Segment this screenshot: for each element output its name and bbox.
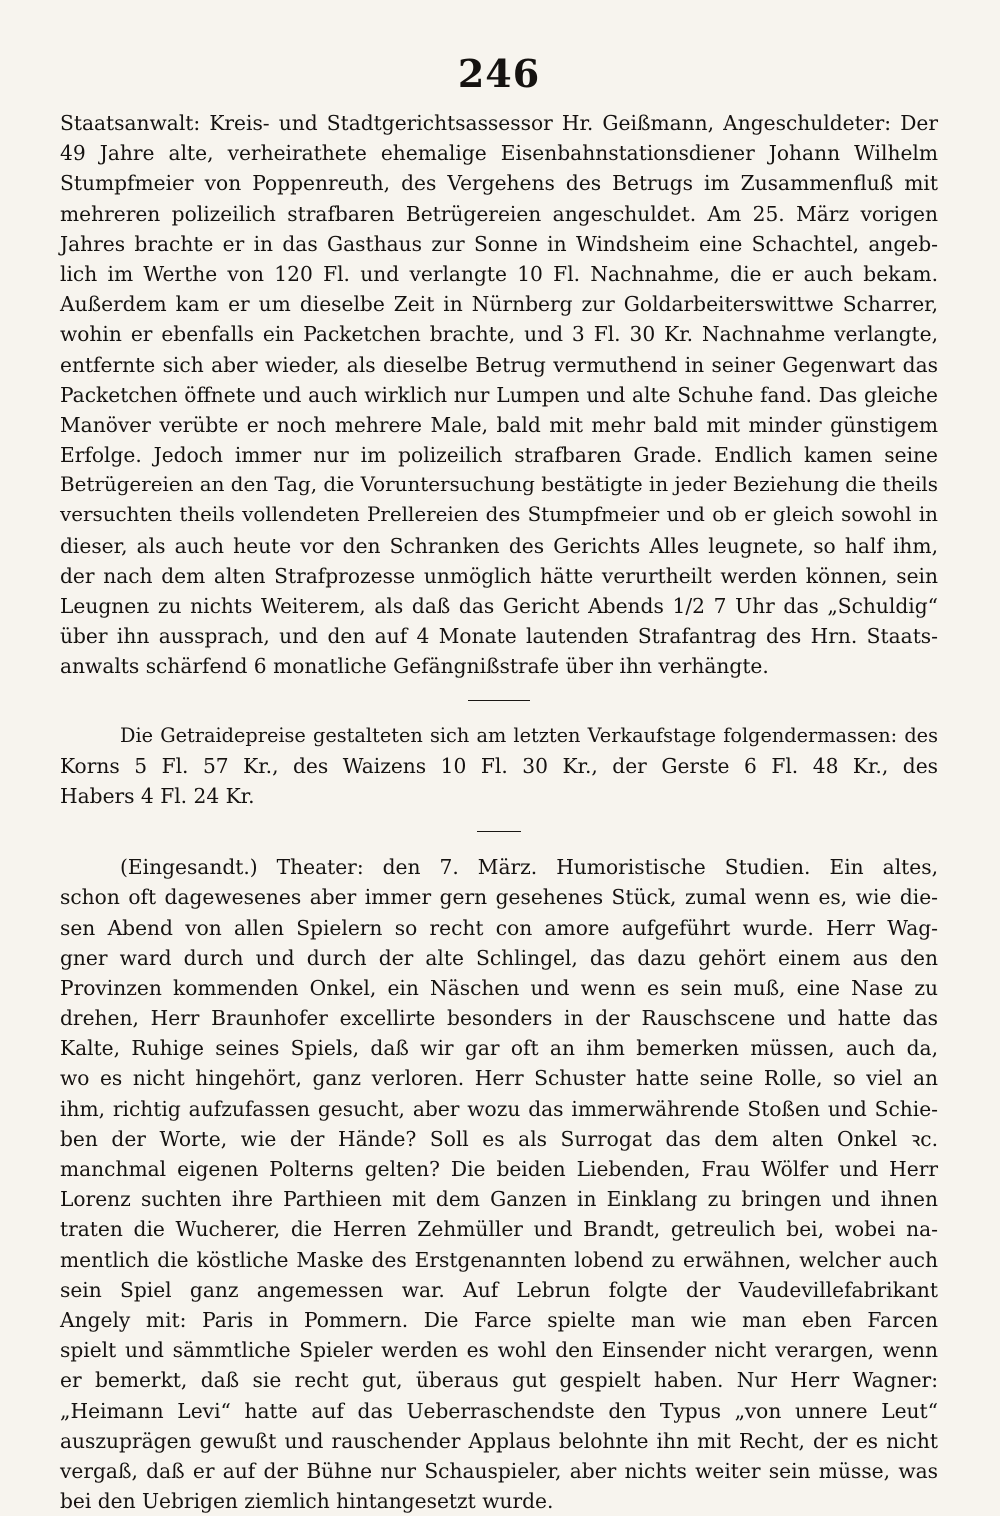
- text-line: „Heimann Levi“ hatte auf das Ueberraschendste den Typus „von unnere Leut“: [60, 1398, 938, 1423]
- text-line: Manöver verübte er noch mehrere Male, bald mit mehr bald mit minder günstigem: [60, 412, 938, 437]
- text-line: Habers 4 Fl. 24 Kr.: [60, 783, 255, 808]
- text-line: der nach dem alten Strafprozesse unmöglich hätte verurtheilt werden können, sein: [60, 563, 938, 588]
- text-line: sein Spiel ganz angemessen war. Auf Lebrun folgte der Vaudevillefabrikant: [60, 1277, 938, 1302]
- text-line: 49 Jahre alte, verheirathete ehemalige Eisenbahnstationsdiener Johann Wilhelm: [60, 141, 938, 166]
- text-line: Angely mit: Paris in Pommern. Die Farce spielte man wie man eben Farcen: [60, 1307, 938, 1332]
- article-court-report: [60, 108, 938, 682]
- text-line: Die Getraidepreise gestalteten sich am letzten Verkaufstage folgendermassen: des: [120, 723, 938, 747]
- text-line: traten die Wucherer, die Herren Zehmüller und Brandt, getreulich bei, wobei na-: [60, 1217, 938, 1242]
- text-line: ihm, richtig aufzufassen gesucht, aber wozu das immerwährende Stoßen und Schie-: [60, 1096, 938, 1121]
- text-line: mehreren polizeilich strafbaren Betrügereien angeschuldet. Am 25. März vorigen: [60, 201, 938, 226]
- text-line: Lorenz suchten ihre Parthieen mit dem Ganzen in Einklang zu bringen und ihnen: [60, 1187, 938, 1212]
- text-line: über ihn aussprach, und den auf 4 Monate lautenden Strafantrag des Hrn. Staats-: [60, 624, 938, 649]
- text-line: versuchten theils vollendeten Prellereien des Stumpfmeier und ob er gleich sowohl in: [60, 503, 938, 527]
- text-line: anwalts schärfend 6 monatliche Gefängnißstrafe über ihn verhängte.: [60, 654, 769, 679]
- text-line: mentlich die köstliche Maske des Erstgenannten lobend zu erwähnen, welcher auch: [60, 1247, 938, 1272]
- section-divider: [468, 700, 530, 701]
- text-line: auszuprägen gewußt und rauschender Applaus belohnte ihn mit Recht, der es nicht: [60, 1428, 938, 1453]
- text-line: drehen, Herr Braunhofer excellirte besonders in der Rauschscene und hatte das: [60, 1006, 938, 1031]
- text-line: entfernte sich aber wieder, als dieselbe Betrug vermuthend in seiner Gegenwart das: [60, 352, 938, 377]
- article-theater-review: [60, 852, 938, 1516]
- text-line: lich im Werthe von 120 Fl. und verlangte 10 Fl. Nachnahme, die er auch bekam.: [60, 261, 938, 286]
- text-line: wohin er ebenfalls ein Packetchen brachte, und 3 Fl. 30 Kr. Nachnahme verlangte,: [60, 322, 938, 347]
- text-line: (Eingesandt.) Theater: den 7. März. Humoristische Studien. Ein altes,: [120, 855, 938, 880]
- text-line: er bemerkt, daß sie recht gut, überaus gut gespielt haben. Nur Herr Wagner:: [60, 1368, 938, 1393]
- text-line: ben der Worte, wie der Hände? Soll es als Surrogat das dem alten Onkel ꝛc.: [60, 1126, 938, 1151]
- text-line: gner ward durch und durch der alte Schlingel, das dazu gehört einem aus den: [60, 945, 938, 970]
- text-line: Staatsanwalt: Kreis- und Stadtgerichtsassessor Hr. Geißmann, Angeschuldeter: Der: [60, 111, 938, 135]
- text-line: Leugnen zu nichts Weiterem, als daß das Gericht Abends 1/2 7 Uhr das „Schuldig“: [60, 594, 938, 618]
- text-line: Außerdem kam er um dieselbe Zeit in Nürnberg zur Goldarbeiterswittwe Scharrer,: [60, 292, 938, 317]
- text-line: manchmal eigenen Polterns gelten? Die beiden Liebenden, Frau Wölfer und Herr: [60, 1157, 938, 1181]
- section-divider: [477, 831, 521, 832]
- text-line: wo es nicht hingehört, ganz verloren. Herr Schuster hatte seine Rolle, so viel an: [60, 1066, 938, 1091]
- text-line: Erfolge. Jedoch immer nur im polizeilich strafbaren Grade. Endlich kamen seine: [60, 443, 938, 468]
- text-line: Kalte, Ruhige seines Spiels, daß wir gar oft an ihm bemerken müssen, auch da,: [60, 1036, 938, 1061]
- page-number: 246: [457, 51, 541, 96]
- text-line: Stumpfmeier von Poppenreuth, des Vergehens des Betrugs im Zusammenfluß mit: [60, 171, 938, 196]
- text-line: Betrügereien an den Tag, die Voruntersuchung bestätigte in jeder Beziehung die theils: [60, 473, 938, 497]
- text-line: bei den Uebrigen ziemlich hintangesetzt wurde.: [60, 1489, 554, 1514]
- article-grain-prices: [60, 721, 938, 812]
- text-line: Packetchen öffnete und auch wirklich nur Lumpen und alte Schuhe fand. Das gleiche: [60, 382, 938, 407]
- text-line: Jahres brachte er in das Gasthaus zur Sonne in Windsheim eine Schachtel, angeb-: [60, 231, 938, 256]
- text-line: spielt und sämmtliche Spieler werden es wohl den Einsender nicht verargen, wenn: [60, 1338, 938, 1363]
- text-line: Provinzen kommenden Onkel, ein Näschen und wenn es sein muß, eine Nase zu: [60, 975, 938, 1000]
- text-line: dieser, als auch heute vor den Schranken des Gerichts Alles leugnete, so half ihm,: [60, 533, 938, 558]
- text-line: schon oft dagewesenes aber immer gern gesehenes Stück, zumal wenn es, wie die-: [60, 885, 938, 910]
- text-line: vergaß, daß er auf der Bühne nur Schauspieler, aber nichts weiter sein müsse, was: [60, 1458, 938, 1483]
- text-line: sen Abend von allen Spielern so recht con amore aufgeführt wurde. Herr Wag-: [60, 915, 938, 940]
- text-line: Korns 5 Fl. 57 Kr., des Waizens 10 Fl. 30 Kr., der Gerste 6 Fl. 48 Kr., des: [60, 753, 938, 778]
